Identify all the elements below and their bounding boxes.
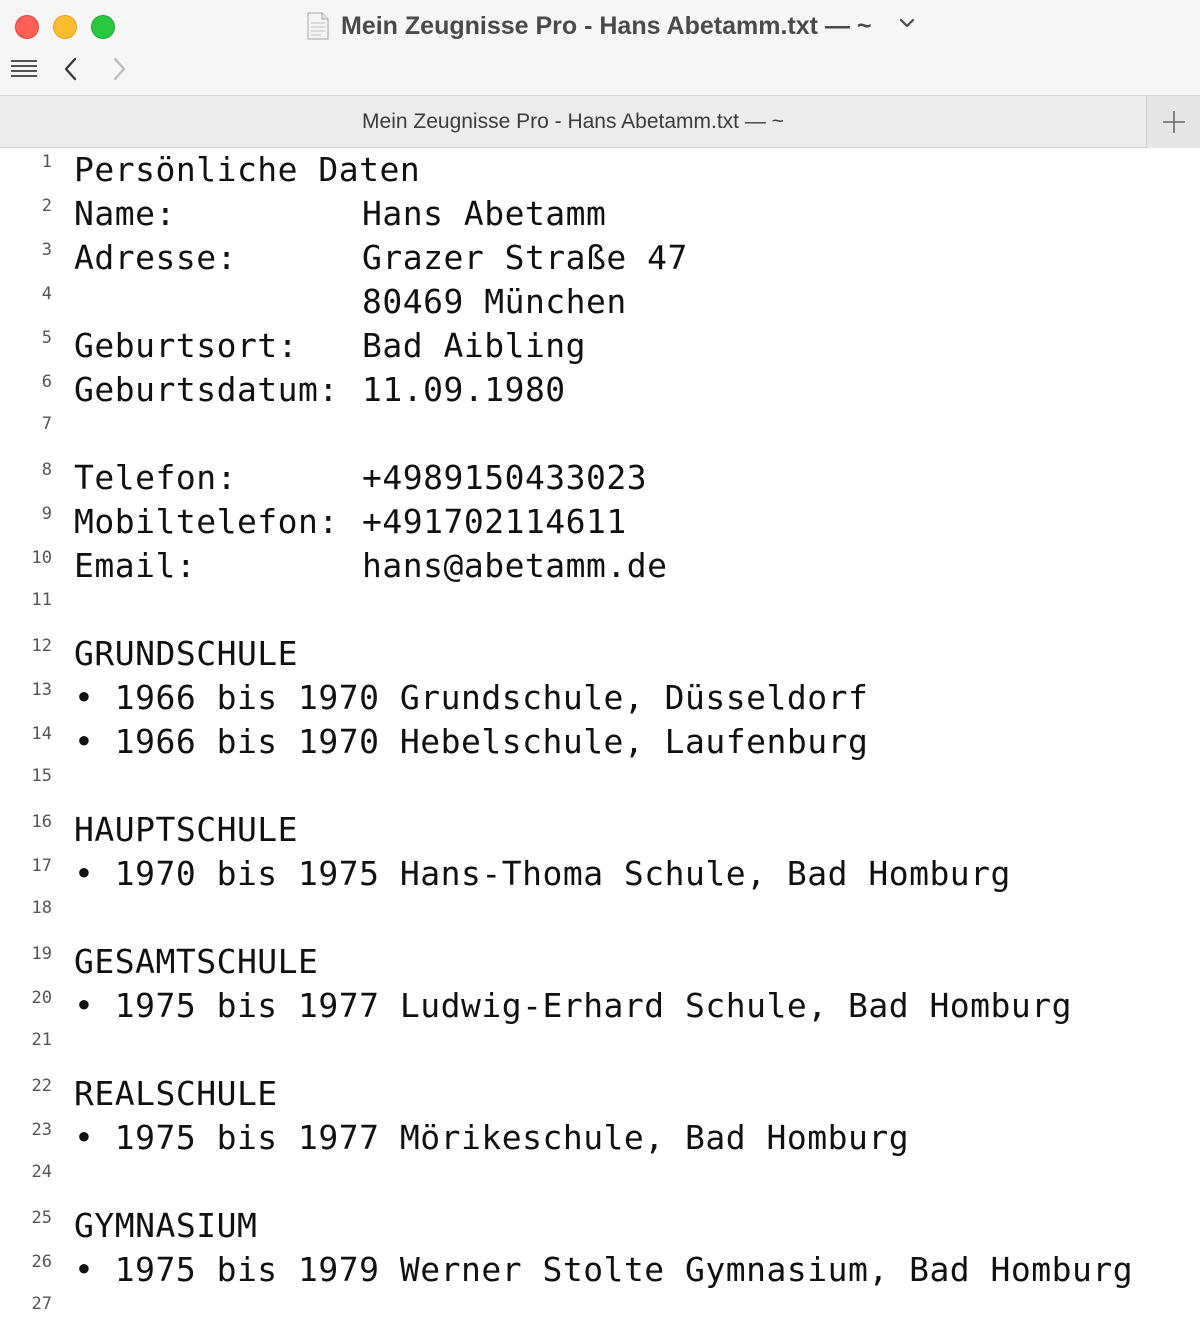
- line-number: 19: [31, 944, 52, 964]
- title-bar: [0, 0, 1200, 95]
- back-arrow-icon[interactable]: [60, 55, 82, 83]
- line-number: 13: [31, 680, 52, 700]
- line-text: HAUPTSCHULE: [74, 810, 299, 849]
- editor-line[interactable]: [0, 852, 1200, 896]
- editor-line[interactable]: [0, 762, 1200, 806]
- editor-line[interactable]: [0, 500, 1200, 544]
- line-text: • 1975 bis 1977 Ludwig-Erhard Schule, Bad Homburg: [74, 986, 1073, 1025]
- line-value: hans@abetamm.de: [362, 546, 668, 585]
- tab-document[interactable]: Mein Zeugnisse Pro - Hans Abetamm.txt — ~: [362, 110, 784, 133]
- line-number: 25: [31, 1208, 52, 1228]
- line-value: 80469 München: [362, 282, 627, 321]
- editor-line[interactable]: [0, 148, 1200, 192]
- editor-line[interactable]: [0, 1290, 1200, 1325]
- line-number: 18: [31, 898, 52, 918]
- line-number: 1: [41, 152, 52, 172]
- line-text: Geburtsdatum:: [74, 370, 339, 409]
- text-editor-area[interactable]: [0, 148, 1200, 1325]
- line-text: Telefon:: [74, 458, 237, 497]
- close-window-button[interactable]: [15, 15, 39, 39]
- line-number: 12: [31, 636, 52, 656]
- zoom-window-button[interactable]: [91, 15, 115, 39]
- editor-line[interactable]: [0, 280, 1200, 324]
- forward-arrow-icon[interactable]: [108, 55, 130, 83]
- line-number: 24: [31, 1162, 52, 1182]
- line-number: 14: [31, 724, 52, 744]
- line-number: 15: [31, 766, 52, 786]
- line-number: 3: [41, 240, 52, 260]
- line-value: 11.09.1980: [362, 370, 566, 409]
- line-number: 27: [31, 1294, 52, 1314]
- line-number: 7: [41, 414, 52, 434]
- line-text: Geburtsort:: [74, 326, 299, 365]
- line-text: • 1970 bis 1975 Hans-Thoma Schule, Bad Homburg: [74, 854, 1011, 893]
- editor-line[interactable]: [0, 984, 1200, 1028]
- line-text: Persönliche Daten: [74, 150, 421, 189]
- line-number: 8: [41, 460, 52, 480]
- plus-icon: [1147, 96, 1200, 148]
- line-value: Bad Aibling: [362, 326, 587, 365]
- line-value: Grazer Straße 47: [362, 238, 688, 277]
- tab-bar: [0, 95, 1200, 148]
- line-number: 22: [31, 1076, 52, 1096]
- new-tab-button[interactable]: [1146, 96, 1200, 148]
- editor-line[interactable]: [0, 324, 1200, 368]
- line-number: 11: [31, 590, 52, 610]
- editor-line[interactable]: [0, 1026, 1200, 1070]
- line-number: 26: [31, 1252, 52, 1272]
- line-text: Email:: [74, 546, 197, 585]
- editor-line[interactable]: [0, 456, 1200, 500]
- editor-line[interactable]: [0, 1248, 1200, 1292]
- chevron-down-icon[interactable]: [898, 16, 916, 30]
- line-text: Mobiltelefon:: [74, 502, 339, 541]
- document-icon: [306, 12, 330, 40]
- line-text: • 1975 bis 1979 Werner Stolte Gymnasium, Bad Homburg: [74, 1250, 1134, 1289]
- editor-line[interactable]: [0, 1116, 1200, 1160]
- window-title[interactable]: Mein Zeugnisse Pro - Hans Abetamm.txt — ~: [341, 12, 872, 40]
- line-number: 4: [41, 284, 52, 304]
- line-number: 23: [31, 1120, 52, 1140]
- editor-line[interactable]: [0, 676, 1200, 720]
- editor-line[interactable]: [0, 808, 1200, 852]
- line-number: 20: [31, 988, 52, 1008]
- line-text: GRUNDSCHULE: [74, 634, 299, 673]
- line-number: 10: [31, 548, 52, 568]
- editor-line[interactable]: [0, 586, 1200, 630]
- line-number: 5: [41, 328, 52, 348]
- editor-line[interactable]: [0, 940, 1200, 984]
- line-text: • 1966 bis 1970 Hebelschule, Laufenburg: [74, 722, 869, 761]
- line-number: 21: [31, 1030, 52, 1050]
- editor-line[interactable]: [0, 720, 1200, 764]
- line-number: 16: [31, 812, 52, 832]
- sidebar-list-icon[interactable]: [10, 58, 38, 80]
- line-text: • 1975 bis 1977 Mörikeschule, Bad Homburg: [74, 1118, 910, 1157]
- line-value: +491702114611: [362, 502, 627, 541]
- line-number: 2: [41, 196, 52, 216]
- line-text: • 1966 bis 1970 Grundschule, Düsseldorf: [74, 678, 869, 717]
- editor-line[interactable]: [0, 1204, 1200, 1248]
- line-text: Name:: [74, 194, 176, 233]
- editor-line[interactable]: [0, 894, 1200, 938]
- line-text: GYMNASIUM: [74, 1206, 258, 1245]
- editor-line[interactable]: [0, 192, 1200, 236]
- editor-line[interactable]: [0, 1158, 1200, 1202]
- line-number: 17: [31, 856, 52, 876]
- editor-line[interactable]: [0, 632, 1200, 676]
- line-number: 9: [41, 504, 52, 524]
- line-number: 6: [41, 372, 52, 392]
- editor-line[interactable]: [0, 544, 1200, 588]
- line-text: Adresse:: [74, 238, 237, 277]
- line-text: REALSCHULE: [74, 1074, 278, 1113]
- line-text: GESAMTSCHULE: [74, 942, 319, 981]
- editor-line[interactable]: [0, 368, 1200, 412]
- editor-line[interactable]: [0, 410, 1200, 454]
- line-value: Hans Abetamm: [362, 194, 607, 233]
- editor-line[interactable]: [0, 236, 1200, 280]
- minimize-window-button[interactable]: [53, 15, 77, 39]
- editor-line[interactable]: [0, 1072, 1200, 1116]
- line-value: +4989150433023: [362, 458, 648, 497]
